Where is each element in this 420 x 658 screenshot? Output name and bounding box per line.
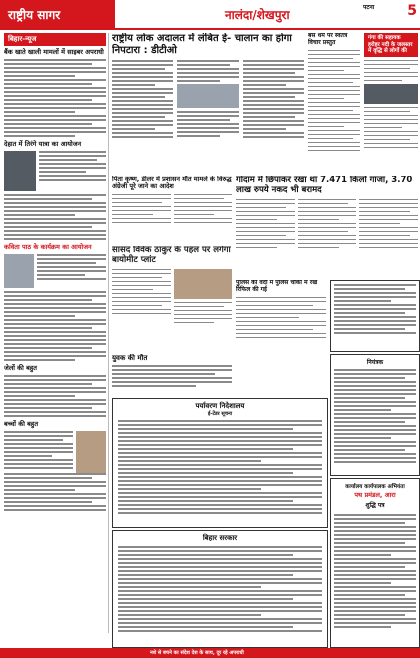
left-story1-body [4,59,106,137]
left-story2-headline: देहात में तिरंगे यात्रा का आयोजन [4,139,82,148]
footer-text: नशे से बचने का संदेश देश के साथ, दूर रहे अपराधी [150,650,244,656]
left-story5-headline: बच्चों की बहुत [4,419,39,428]
left-column [4,33,106,633]
controller-ad [330,354,420,476]
mp-headline: सांसद विवेक ठाकुर के पहल पर लगेगा बायोमीट प्लांट [112,246,231,265]
masthead [0,0,420,28]
tractor-headline: पिता कृष्ण, डीलर में प्रशासन मौत मामले के विरुद्ध अंग्रेजी पूरे जाने का आदेश [112,176,232,191]
right-notice-box [330,280,420,352]
police-headline: पुलिस की वर्दी में पुलिस चौकी में रखे रिफिल की गई [236,280,318,293]
column-rule [108,33,109,633]
edition-area [115,0,355,28]
mp-photo [174,269,233,299]
left-story2 [4,151,106,191]
youth-headline: युवक की मौत [112,354,148,362]
footer-band [0,648,420,658]
left-section-band: बिहार-न्यूज [4,33,106,46]
tender-title: पर्यावरण निदेशालय [195,402,245,410]
right-ad-subtitle: पथ प्रमंडल, आरा [354,491,396,499]
executive-engineer-ad [330,478,420,648]
left-story1-headline: बैंक खाते खाली मामलों में साइबर अपराधी [4,48,104,56]
right-ad-title: कार्यालय कार्यपालक अभियंता [345,484,405,490]
mp-story [112,246,232,350]
tractor-story [112,176,232,242]
left-story3-headline: कविता पाठ के कार्यक्रम का आयोजन [4,242,92,251]
left-story3-photo [4,254,34,288]
left-story5-photo [76,431,106,473]
dateline-city: पटना [363,4,375,11]
edition-name: नालंदा/शेखपुरा [225,8,290,22]
left-story4-headline: जेलों की बहुत [4,363,37,372]
tender-ad [112,398,328,528]
paper-name: राष्ट्रीय सागर [8,8,61,22]
upper-right-story [308,33,360,173]
police-story [236,280,326,350]
shuddhi-title: शुद्धि पत्र [365,502,385,509]
masthead-rule [0,28,420,30]
lead-photo [177,84,238,108]
tender-subtitle: ई-टेंडर सूचना [207,411,233,417]
upper-right-story1-headline: बस धर्म पर स्वतंत्र विचार प्रस्तुत [308,33,348,46]
paper-name-band [0,0,115,28]
left-story2-photo [4,151,36,191]
youth-story [112,354,232,396]
ganga-photo [364,84,418,104]
lead-headline: राष्ट्रीय लोक अदालत में लंबित ई- चालान का होगा निपटारा : डीटीओ [112,33,292,56]
controller-ad-title: नियंत्रक [366,359,384,366]
ganga-headline: गंगा की सहायक हरोहर नदी के जलस्तर में वृद्धि से लोगों की [364,33,418,57]
page-number: 5 [407,3,417,19]
godam-headline: गोदाम में छिपाकर रखा था 7.471 किलो गांजा, 3.70 लाख रुपये नकद भी बरामद [236,176,413,195]
ganga-story [364,33,418,173]
bihar-ad-title: बिहार सरकार [202,534,238,542]
bihar-notice-ad [112,530,328,648]
godam-story [236,176,418,276]
lead-story [112,33,304,173]
